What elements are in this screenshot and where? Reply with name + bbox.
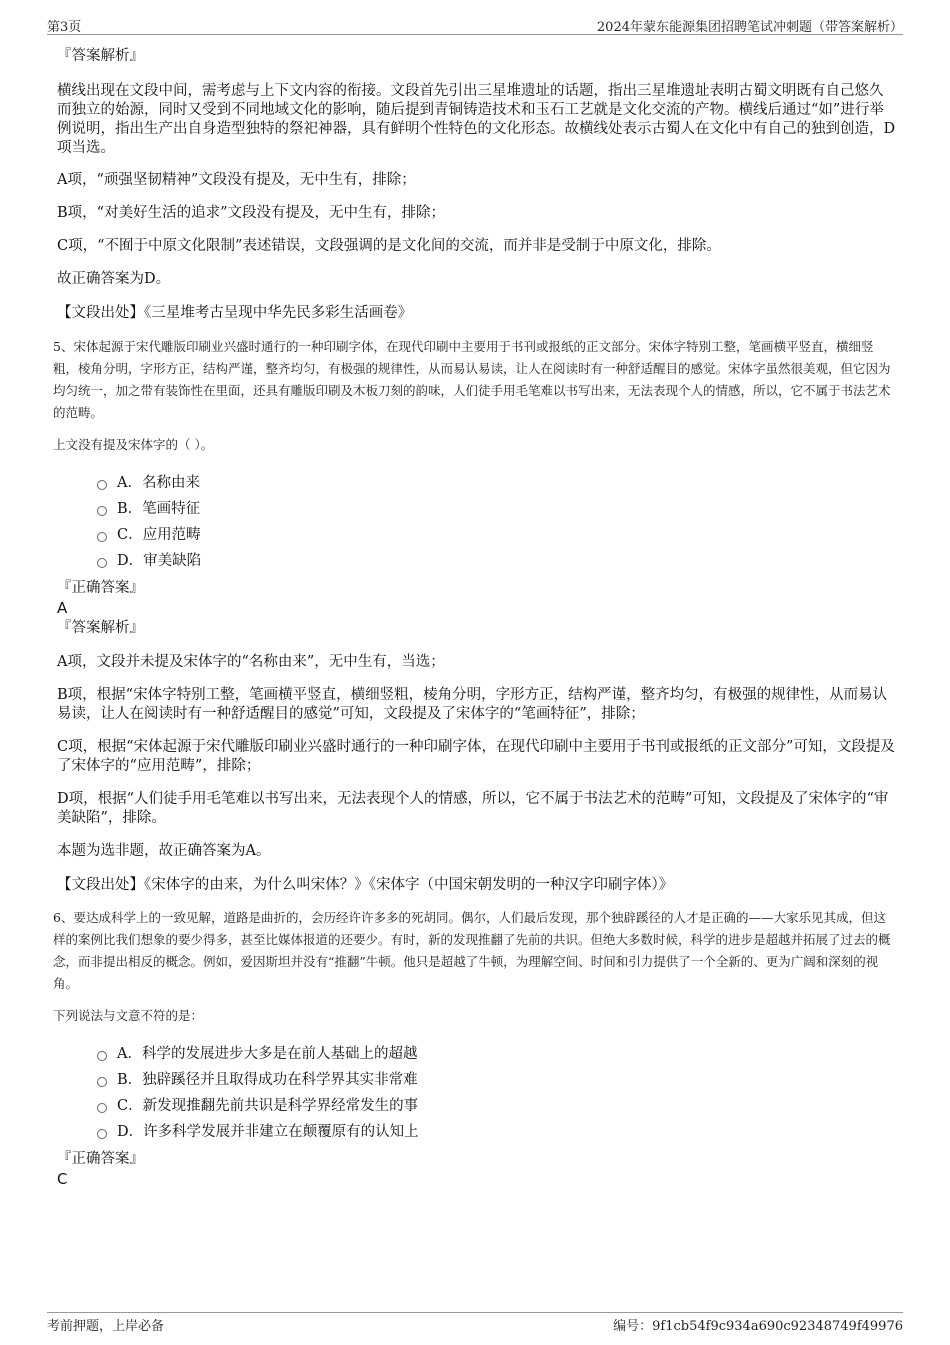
q5-item-b: B项，根据“宋体字特别工整，笔画横平竖直，横细竖粗，棱角分明，字形方正，结构严谨，整齐均匀，有极强的规律性，从而易认易读，让人在阅读时有一种舒适醒目的感觉”可知，文段提及了宋体字的“笔画特征”，排除； <box>57 687 888 722</box>
q5-analysis-label: 『答案解析』 <box>57 620 144 636</box>
q5-answer: A <box>57 599 68 617</box>
radio-icon[interactable] <box>97 1103 107 1113</box>
document-id: 编号：9f1cb54f9c934a690c92348749f49976 <box>613 1319 903 1334</box>
document-title: 2024年蒙东能源集团招聘笔试冲刺题（带答案解析） <box>596 20 903 35</box>
q6-options <box>57 1041 897 1145</box>
q6-option-c[interactable]: C．新发现推翻先前共识是科学界经常发生的事 <box>97 1093 897 1119</box>
q5-answer-label: 『正确答案』 <box>57 580 144 596</box>
q4-item-a: A项，“顽强坚韧精神”文段没有提及，无中生有，排除； <box>57 172 416 188</box>
radio-icon[interactable] <box>97 1129 107 1139</box>
q5-item-a: A项，文段并未提及宋体字的“名称由来”，无中生有，当选； <box>57 654 445 670</box>
q5-question: 上文没有提及宋体字的（ ）。 <box>53 437 214 452</box>
q6-answer: C <box>57 1170 68 1188</box>
q4-item-b: B项，“对美好生活的追求”文段没有提及，无中生有，排除； <box>57 205 445 221</box>
q6-answer-label: 『正确答案』 <box>57 1151 144 1167</box>
q4-item-c: C项，“不囿于中原文化限制”表述错误，文段强调的是文化间的交流，而并非是受制于中原文化，排除。 <box>57 238 721 254</box>
radio-icon[interactable] <box>97 558 107 568</box>
page-header <box>47 14 903 35</box>
radio-icon[interactable] <box>97 1051 107 1061</box>
page-footer <box>47 1312 903 1337</box>
q5-item-d: D项，根据“人们徒手用毛笔难以书写出来，无法表现个人的情感，所以，它不属于书法艺术的范畴”可知，文段提及了宋体字的“审美缺陷”，排除。 <box>57 791 889 826</box>
q6-option-a[interactable]: A．科学的发展进步大多是在前人基础上的超越 <box>97 1041 897 1067</box>
q5-option-d[interactable]: D．审美缺陷 <box>97 548 897 574</box>
page-content <box>53 46 897 1189</box>
q6-question: 下列说法与文意不符的是： <box>53 1008 204 1023</box>
q5-stem: 5、宋体起源于宋代雕版印刷业兴盛时通行的一种印刷字体，在现代印刷中主要用于书刊或报纸的正文部分。宋体字特别工整，笔画横平竖直，横细竖粗，棱角分明，字形方正，结构严谨，整齐均匀，有极强的规律性，从而易认易读，让人在阅读时有一种舒适醒目的感觉。宋体字虽然很美观，但它因为均匀统一，加之带有装饰性在里面，还具有雕版印刷及木板刀刻的韵味，人们徒手用毛笔难以书写出来，无法表现个人的情感，所以，它不属于书法艺术的范畴。 <box>53 339 891 420</box>
q4-source: 【文段出处】《三星堆考古呈现中华先民多彩生活画卷》 <box>57 305 413 321</box>
q5-conclusion: 本题为选非题，故正确答案为A。 <box>57 843 271 859</box>
q5-option-a[interactable]: A．名称由来 <box>97 470 897 496</box>
q5-option-c[interactable]: C．应用范畴 <box>97 522 897 548</box>
q4-analysis: 横线出现在文段中间，需考虑与上下文内容的衔接。文段首先引出三星堆遗址的话题，指出三星堆遗址表明古蜀文明既有自己悠久而独立的始源，同时又受到不同地域文化的影响，随后提到青铜铸造技术和玉石工艺就是文化交流的产物。横线后通过“如”进行举例说明，指出生产出自身造型独特的祭祀神器，具有鲜明个性特色的文化形态。故横线处表示古蜀人在文化中有自己的独到创造，D项当选。 <box>57 83 896 156</box>
page-number: 第3页 <box>47 20 82 35</box>
radio-icon[interactable] <box>97 506 107 516</box>
q6-stem: 6、要达成科学上的一致见解，道路是曲折的，会历经许许多多的死胡同。偶尔，人们最后发现，那个独辟蹊径的人才是正确的——大家乐见其成，但这样的案例比我们想象的要少得多，甚至比媒体报道的还要少。有时，新的发现推翻了先前的共识。但绝大多数时候，科学的进步是超越并拓展了过去的概念，而非提出相反的概念。例如，爱因斯坦并没有“推翻”牛顿。他只是超越了牛顿，为理解空间、时间和引力提供了一个全新的、更为广阔和深刻的视角。 <box>53 910 891 991</box>
q5-option-b[interactable]: B．笔画特征 <box>97 496 897 522</box>
footer-slogan: 考前押题，上岸必备 <box>47 1319 165 1334</box>
q5-source: 【文段出处】《宋体字的由来，为什么叫宋体？》《宋体字（中国宋朝发明的一种汉字印刷字体）》 <box>57 877 674 893</box>
q4-analysis-label: 『答案解析』 <box>57 48 144 64</box>
q4-conclusion: 故正确答案为D。 <box>57 271 171 287</box>
q5-options <box>57 470 897 574</box>
radio-icon[interactable] <box>97 1077 107 1087</box>
q6-option-d[interactable]: D．许多科学发展并非建立在颠覆原有的认知上 <box>97 1119 897 1145</box>
radio-icon[interactable] <box>97 480 107 490</box>
q5-item-c: C项，根据“宋体起源于宋代雕版印刷业兴盛时通行的一种印刷字体，在现代印刷中主要用于书刊或报纸的正文部分”可知，文段提及了宋体字的“应用范畴”，排除； <box>57 739 895 774</box>
radio-icon[interactable] <box>97 532 107 542</box>
q6-option-b[interactable]: B．独辟蹊径并且取得成功在科学界其实非常难 <box>97 1067 897 1093</box>
